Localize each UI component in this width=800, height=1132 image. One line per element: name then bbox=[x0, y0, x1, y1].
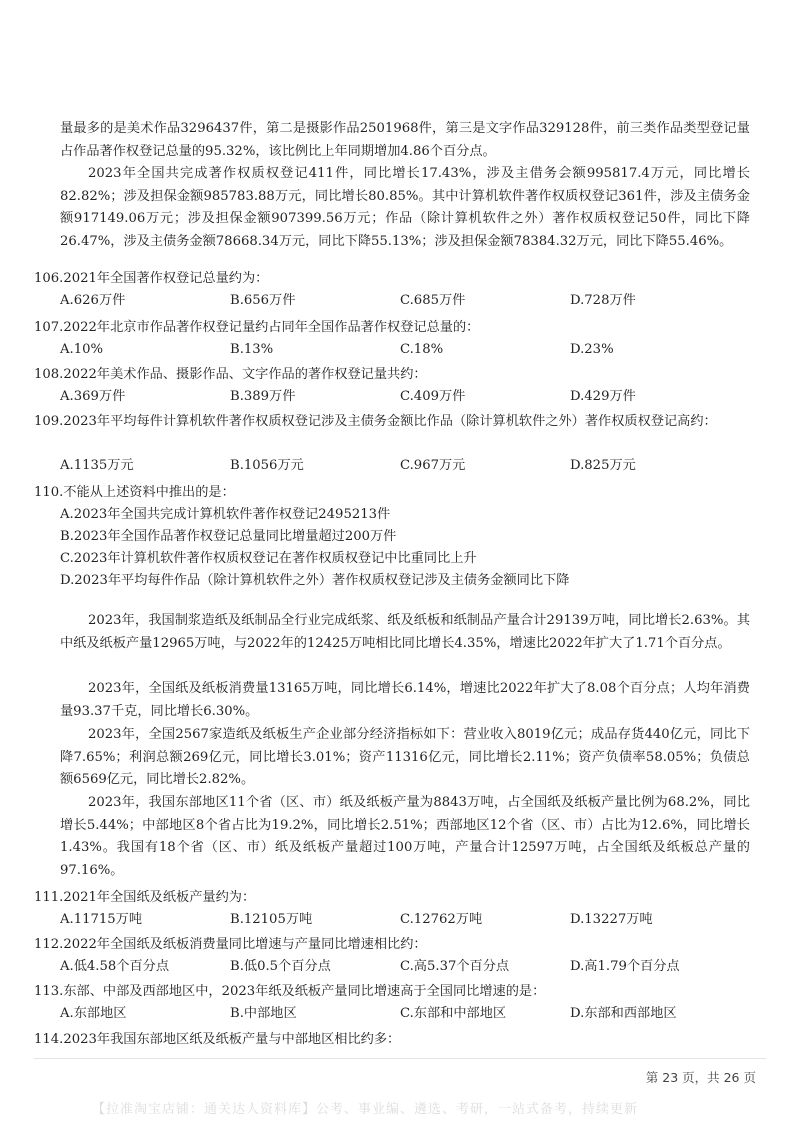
question-107-options bbox=[60, 339, 750, 361]
option-d[interactable]: D.825万元 bbox=[570, 458, 636, 473]
option-c[interactable]: C.12762万吨 bbox=[400, 912, 483, 927]
question-111: 111.2021年全国纸及纸板产量约为： bbox=[34, 890, 256, 905]
option-b[interactable]: B.13% bbox=[230, 342, 274, 357]
page-number: 第 23 页，共 26 页 bbox=[645, 1070, 756, 1085]
option-b[interactable]: B.中部地区 bbox=[230, 1006, 297, 1021]
question-108: 108.2022年美术作品、摄影作品、文字作品的著作权登记量共约： bbox=[34, 367, 427, 382]
option-a[interactable]: A.东部地区 bbox=[60, 1006, 127, 1021]
option-c[interactable]: C.高5.37个百分点 bbox=[400, 959, 510, 974]
question-113-options bbox=[60, 1003, 750, 1025]
option-a[interactable]: A.1135万元 bbox=[60, 458, 134, 473]
option-d[interactable]: D.高1.79个百分点 bbox=[570, 959, 680, 974]
question-109-options bbox=[60, 455, 750, 477]
option-b[interactable]: B.389万件 bbox=[230, 389, 296, 404]
option-a[interactable]: A.626万件 bbox=[60, 293, 126, 308]
passage2-para-1: 2023年，我国制浆造纸及纸制品全行业完成纸浆、纸及纸板和纸制品产量合计29139万吨，同比增长2.63%。其中纸及纸板产量12965万吨，与2022年的12425万吨相比同比增长4.35%，增速比2022年扩大了1.71个百分点。 bbox=[60, 613, 750, 651]
option-c[interactable]: C.东部和中部地区 bbox=[400, 1006, 507, 1021]
option-d[interactable]: D.13227万吨 bbox=[570, 912, 653, 927]
question-106: 106.2021年全国著作权登记总量约为： bbox=[34, 271, 269, 286]
option-b[interactable]: B.1056万元 bbox=[230, 458, 304, 473]
option-a[interactable]: A.369万件 bbox=[60, 389, 126, 404]
passage2-para-2: 2023年，全国纸及纸板消费量13165万吨，同比增长6.14%，增速比2022年扩大了8.08个百分点；人均年消费量93.37千克，同比增长6.30%。 bbox=[60, 681, 750, 719]
option-a[interactable]: A.低4.58个百分点 bbox=[60, 959, 170, 974]
option-c[interactable]: C.685万件 bbox=[400, 293, 466, 308]
option-b[interactable]: B.656万件 bbox=[230, 293, 296, 308]
option-c[interactable]: C.409万件 bbox=[400, 389, 466, 404]
option-b[interactable]: B.12105万吨 bbox=[230, 912, 313, 927]
option-b[interactable]: B.2023年全国作品著作权登记总量同比增量超过200万件 bbox=[60, 529, 397, 544]
option-a[interactable]: A.2023年全国共完成计算机软件著作权登记2495213件 bbox=[60, 507, 391, 522]
question-111-options bbox=[60, 909, 750, 931]
question-112-options bbox=[60, 956, 750, 978]
option-a[interactable]: A.11715万吨 bbox=[60, 912, 143, 927]
option-b[interactable]: B.低0.5个百分点 bbox=[230, 959, 331, 974]
question-106-options bbox=[60, 290, 750, 312]
option-d[interactable]: D.728万件 bbox=[570, 293, 636, 308]
option-d[interactable]: D.2023年平均每件作品（除计算机软件之外）著作权质权登记涉及主债务金额同比下降 bbox=[60, 573, 570, 588]
option-d[interactable]: D.东部和西部地区 bbox=[570, 1006, 677, 1021]
question-112: 112.2022年全国纸及纸板消费量同比增速与产量同比增速相比约： bbox=[34, 937, 427, 952]
passage1-para-1: 2023年全国共完成著作权质权登记411件，同比增长17.43%，涉及主借务会额995817.4万元，同比增长82.82%；涉及担保金额985783.88万元，同比增长80.85%。其中计算机软件著作权质权登记361件，涉及主债务金额917149.06万元；涉及担保金额907399.56万元；作品（除计算机软件之外）著作权质权登记50件，同比下降26.47%，涉及主债务金额78668.34万元，同比下降55.13%；涉及担保金额78384.32万元，同比下降55.46%。 bbox=[60, 166, 750, 249]
question-107: 107.2022年北京市作品著作权登记量约占同年全国作品著作权登记总量的： bbox=[34, 320, 480, 335]
question-114: 114.2023年我国东部地区纸及纸板产量与中部地区相比约多： bbox=[34, 1032, 401, 1047]
question-108-options bbox=[60, 386, 750, 408]
option-c[interactable]: C.18% bbox=[400, 342, 444, 357]
watermark-text: 【拉准淘宝店铺：通关达人资料库】公考、事业编、遴选、考研，一站式备考，持续更新 bbox=[92, 1102, 639, 1117]
option-c[interactable]: C.2023年计算机软件著作权质权登记在著作权质权登记中比重同比上升 bbox=[60, 551, 477, 566]
passage2-para-4: 2023年，我国东部地区11个省（区、市）纸及纸板产量为8843万吨，占全国纸及纸板产量比例为68.2%，同比增长5.44%；中部地区8个省占比为19.2%，同比增长2.51%；西部地区12个省（区、市）占比为12.6%，同比增长1.43%。我国有18个省（区、市）纸及纸板产量超过100万吨，产量合计12597万吨，占全国纸及纸板总产量的97.16%。 bbox=[60, 795, 750, 878]
option-d[interactable]: D.23% bbox=[570, 342, 614, 357]
passage1-para-0: 量最多的是美术作品3296437件，第二是摄影作品2501968件，第三是文字作品329128件，前三类作品类型登记量占作品著作权登记总量的95.32%，该比例比上年同期增加4.86个百分点。 bbox=[60, 121, 750, 159]
option-d[interactable]: D.429万件 bbox=[570, 389, 636, 404]
footer-divider bbox=[34, 1058, 766, 1059]
question-113: 113.东部、中部及西部地区中，2023年纸及纸板产量同比增速高于全国同比增速的是： bbox=[34, 984, 546, 999]
passage2-para-3: 2023年，全国2567家造纸及纸板生产企业部分经济指标如下：营业收入8019亿元；成品存货440亿元，同比下降7.65%；利润总额269亿元，同比增长3.01%；资产11316亿元，同比增长2.11%；资产负债率58.05%；负债总额6569亿元，同比增长2.82%。 bbox=[60, 727, 750, 787]
question-110: 110.不能从上述资料中推出的是： bbox=[34, 485, 235, 500]
question-109: 109.2023年平均每件计算机软件著作权质权登记涉及主债务金额比作品（除计算机软件之外）著作权质权登记高约： bbox=[34, 414, 717, 429]
option-c[interactable]: C.967万元 bbox=[400, 458, 466, 473]
option-a[interactable]: A.10% bbox=[60, 342, 104, 357]
